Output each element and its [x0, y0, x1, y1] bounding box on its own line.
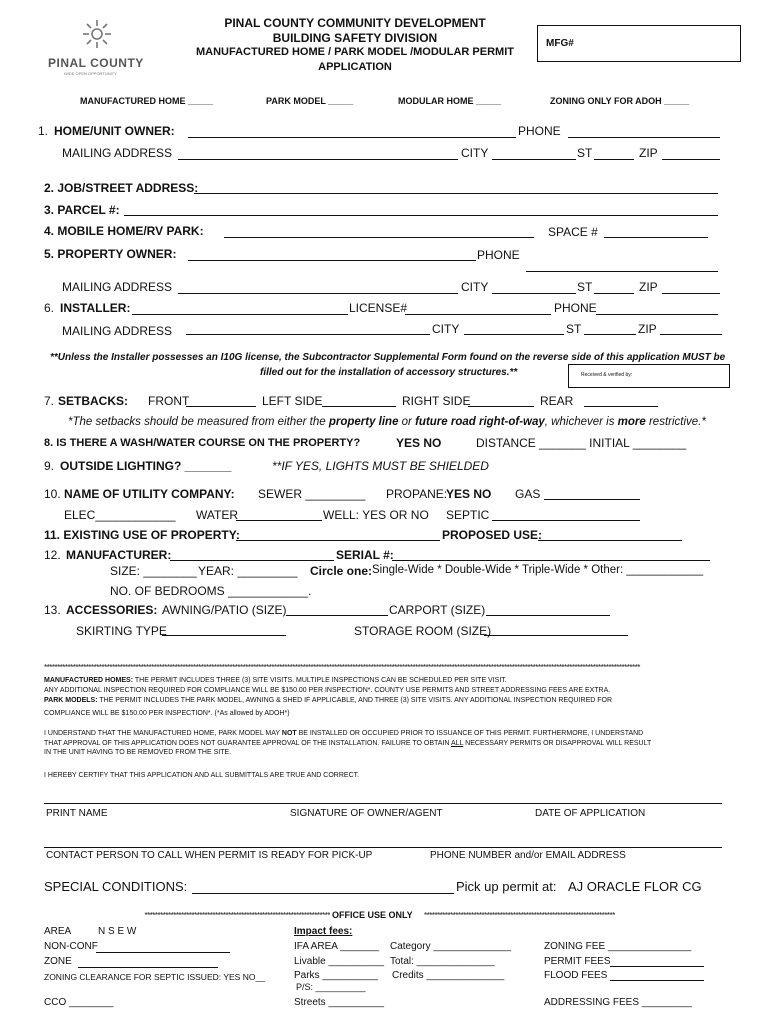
existing-use-field[interactable] [236, 540, 440, 541]
flood-fees-field[interactable] [610, 980, 704, 981]
contact-label: CONTACT PERSON TO CALL WHEN PERMIT IS READY FOR PICK-UP [46, 850, 373, 861]
special-conditions-field[interactable] [192, 893, 454, 894]
gas-field[interactable] [544, 499, 640, 500]
manufactured-homes-note: MANUFACTURED HOMES: THE PERMIT INCLUDES THREE (3) SITE VISITS. MULTIPLE INSPECTIONS CAN BE SCHEDULED PER SITE VISIT. [44, 677, 507, 684]
received-verified-box [568, 364, 730, 388]
zone-field[interactable] [78, 967, 218, 968]
office-stars-left: *********************************************************************** [144, 911, 330, 920]
option-park-model[interactable]: PARK MODEL _____ [266, 96, 354, 106]
additional-inspection-note: ANY ADDITIONAL INSPECTION REQUIRED FOR COMPLIANCE WILL BE $150.00 PER INSPECTION*. COUNTY USE PERMITS AND STREET ADDRESSING FEES ARE EXTRA. [44, 687, 611, 694]
carport-field[interactable] [486, 615, 610, 616]
sun-emblem-icon [82, 18, 112, 50]
owner-city-field[interactable] [492, 159, 576, 160]
header-line3: MANUFACTURED HOME / PARK MODEL /MODULAR PERMIT [196, 46, 514, 58]
manufacturer-field[interactable] [170, 560, 334, 561]
s5-zip-label: ZIP [639, 280, 658, 294]
license-field[interactable] [405, 314, 551, 315]
s1-number: 1. [38, 124, 49, 138]
s10-label: NAME OF UTILITY COMPANY: [64, 487, 235, 501]
office-flood-fees-label: FLOOD FEES [544, 970, 608, 981]
s6-number: 6. [44, 301, 55, 315]
print-name-label: PRINT NAME [46, 808, 108, 819]
special-conditions-label: SPECIAL CONDITIONS: [44, 879, 188, 894]
property-owner-mailing-field[interactable] [178, 293, 458, 294]
s9-note: **IF YES, LIGHTS MUST BE SHIELDED [272, 459, 489, 473]
skirting-field[interactable] [162, 635, 286, 636]
office-ps[interactable]: P/S: __________ [296, 982, 366, 992]
property-owner-field[interactable] [188, 260, 476, 261]
water-field[interactable] [236, 520, 322, 521]
owner-zip-field[interactable] [662, 159, 720, 160]
serial-field[interactable] [392, 560, 710, 561]
office-nsew[interactable]: N S E W [98, 926, 137, 937]
logo-name: PINAL COUNTY [48, 56, 144, 70]
rv-park-field[interactable] [224, 237, 534, 238]
s7-left-label: LEFT SIDE [262, 394, 323, 408]
notice-line2: filled out for the installation of accessory structures.** [260, 367, 518, 378]
office-zone-label: ZONE [44, 956, 72, 967]
setback-note: *The setbacks should be measured from either the property line or future road right-of-way, whichever is more restrictive.* [68, 416, 706, 428]
s6-zip-label: ZIP [638, 322, 657, 336]
installer-mailing-field[interactable] [186, 334, 430, 335]
property-owner-phone-field[interactable] [526, 271, 718, 272]
office-parks[interactable]: Parks __________ [294, 970, 378, 981]
s7-front-label: FRONT [148, 394, 190, 408]
impact-fees-label: Impact fees: [294, 926, 353, 937]
s13-number: 13. [44, 603, 61, 617]
installer-city-field[interactable] [464, 334, 564, 335]
right-setback-field[interactable] [468, 406, 534, 407]
s3-label: 3. PARCEL #: [44, 203, 120, 217]
mfg-label: MFG# [546, 38, 574, 49]
office-addressing-fees[interactable]: ADDRESSING FEES _________ [544, 997, 692, 1008]
understand-line3: IN THE UNIT HAVING TO BE REMOVED FROM THE SITE. [44, 749, 232, 756]
park-models-note-2: COMPLIANCE WILL BE $150.00 PER INSPECTION*. (*As allowed by ADOH*) [44, 710, 290, 717]
proposed-use-field[interactable] [538, 540, 682, 541]
date-label: DATE OF APPLICATION [535, 808, 646, 819]
understand-line1: I UNDERSTAND THAT THE MANUFACTURED HOME, PARK MODEL MAY NOT BE INSTALLED OR OCCUPIED PRIOR TO ISSUANCE OF THIS PERMIT. FURTHERMORE, I UNDERSTAND [44, 730, 644, 737]
office-livable[interactable]: Livable __________ [294, 956, 385, 967]
s10-number: 10. [44, 487, 61, 501]
s7-right-label: RIGHT SIDE [402, 394, 471, 408]
left-setback-field[interactable] [322, 406, 396, 407]
office-stars-right: ************************************************************************* [424, 911, 615, 920]
s5-label: 5. PROPERTY OWNER: [44, 247, 177, 261]
property-owner-st-field[interactable] [594, 293, 634, 294]
s13-awning-label: AWNING/PATIO (SIZE) [162, 603, 287, 617]
header-line1: PINAL COUNTY COMMUNITY DEVELOPMENT [224, 16, 486, 30]
s7-number: 7. [44, 394, 55, 408]
s12-serial-label: SERIAL #: [336, 548, 394, 562]
space-number-field[interactable] [604, 237, 708, 238]
contact-line[interactable] [44, 847, 722, 848]
mfg-number-box[interactable] [537, 25, 741, 62]
job-address-field[interactable] [194, 193, 718, 194]
s10-gas-label: GAS [515, 487, 541, 501]
s8-label: 8. IS THERE A WASH/WATER COURSE ON THE PROPERTY? [44, 437, 361, 449]
s6-phone-label: PHONE [554, 301, 597, 315]
s10-well[interactable]: WELL: YES OR NO [323, 508, 429, 522]
office-ifa-area[interactable]: IFA AREA _______ [294, 941, 380, 952]
s1-mailing-label: MAILING ADDRESS [62, 146, 173, 160]
signature-label: SIGNATURE OF OWNER/AGENT [290, 808, 443, 819]
s8-distance[interactable]: DISTANCE _______ INITIAL ________ [476, 436, 687, 450]
header-line4: APPLICATION [318, 61, 392, 73]
received-label: Received & verified by: [581, 372, 633, 378]
awning-field[interactable] [286, 615, 388, 616]
s5-st-label: ST [577, 280, 593, 294]
installer-field[interactable] [132, 314, 348, 315]
s6-license-label: LICENSE# [349, 301, 408, 315]
s6-city-label: CITY [432, 322, 460, 336]
permit-fees-field[interactable] [610, 966, 704, 967]
office-cco[interactable]: CCO ________ [44, 997, 114, 1008]
phone-email-label: PHONE NUMBER and/or EMAIL ADDRESS [430, 850, 626, 861]
office-streets[interactable]: Streets __________ [294, 997, 385, 1008]
s1-label: HOME/UNIT OWNER: [54, 124, 175, 138]
s5-phone-label: PHONE [477, 248, 520, 262]
owner-mailing-field[interactable] [178, 159, 458, 160]
owner-st-field[interactable] [594, 159, 634, 160]
s1-zip-label: ZIP [639, 146, 658, 160]
owner-phone-field[interactable] [568, 137, 720, 138]
s12-size[interactable]: SIZE: ________ [110, 564, 197, 578]
s1-st-label: ST [577, 146, 593, 160]
office-use-title: OFFICE USE ONLY [332, 910, 413, 920]
s13-storage-label: STORAGE ROOM (SIZE) [354, 624, 492, 638]
s1-phone-label: PHONE [518, 124, 561, 138]
understand-line2: THAT APPROVAL OF THIS APPLICATION DOES NOT GUARANTEE APPROVAL OF THE INSTALLATION. FAILURE TO OBTAIN ALL NECESSARY PERMITS OR DISAPPROVAL WILL RESULT [44, 740, 652, 747]
s8-yesno[interactable]: YES NO [396, 436, 442, 450]
s12-year[interactable]: YEAR: _________ [198, 564, 298, 578]
office-area-label: AREA [44, 926, 72, 937]
installer-phone-field[interactable] [596, 314, 718, 315]
s10-propane-label: PROPANE: [386, 487, 448, 501]
office-nonconf-label: NON-CONF [44, 941, 98, 952]
s12-bedrooms[interactable]: NO. OF BEDROOMS ____________. [110, 584, 312, 598]
s6-label: INSTALLER: [60, 301, 131, 315]
certify-text: I HEREBY CERTIFY THAT THIS APPLICATION AND ALL SUBMITTALS ARE TRUE AND CORRECT. [44, 772, 360, 779]
s9-number: 9. [44, 459, 55, 473]
pickup-locations[interactable]: AJ ORACLE FLOR CG [568, 879, 702, 894]
s10-sewer[interactable]: SEWER _________ [258, 487, 366, 501]
s5-city-label: CITY [461, 280, 489, 294]
s12-number: 12. [44, 548, 61, 562]
s10-septic-label: SEPTIC [446, 508, 490, 522]
s6-st-label: ST [566, 322, 582, 336]
pickup-label: Pick up permit at: [456, 879, 557, 894]
park-models-note: PARK MODELS: THE PERMIT INCLUDES THE PARK MODEL, AWNING & SHED IF APPLICABLE, AND THREE (3) SITE VISITS. ANY ADDITIONAL INSPECTION REQUIRED FOR [44, 697, 613, 704]
s11-label: 11. EXISTING USE OF PROPERTY: [44, 528, 240, 542]
s4-label: 4. MOBILE HOME/RV PARK: [44, 224, 204, 238]
option-modular-home[interactable]: MODULAR HOME _____ [398, 96, 502, 106]
nonconf-field[interactable] [96, 952, 230, 953]
property-owner-zip-field[interactable] [662, 293, 720, 294]
s2-label: 2. JOB/STREET ADDRESS: [44, 181, 199, 195]
parcel-field[interactable] [124, 215, 718, 216]
s9-label[interactable]: OUTSIDE LIGHTING? _______ [60, 459, 232, 473]
office-zoning-clearance[interactable]: ZONING CLEARANCE FOR SEPTIC ISSUED: YES NO__ [44, 972, 265, 982]
option-zoning-only[interactable]: ZONING ONLY FOR ADOH _____ [550, 96, 690, 106]
logo-tagline: WIDE OPEN OPPORTUNITY [64, 71, 117, 76]
s13-label: ACCESSORIES: [66, 603, 158, 617]
office-permit-fees-label: PERMIT FEES [544, 956, 611, 967]
signature-line[interactable] [44, 803, 722, 804]
owner-name-field[interactable] [188, 137, 516, 138]
s12-circle-options[interactable]: Single-Wide * Double-Wide * Triple-Wide * Other: ____________ [372, 564, 704, 576]
rear-setback-field[interactable] [584, 406, 658, 407]
s11-proposed-label: PROPOSED USE: [442, 528, 543, 542]
s4-space-label: SPACE # [548, 225, 598, 239]
front-setback-field[interactable] [186, 406, 256, 407]
office-credits[interactable]: Credits ______________ [392, 970, 505, 981]
s13-carport-label: CARPORT (SIZE) [389, 603, 486, 617]
header-line2: BUILDING SAFETY DIVISION [272, 31, 438, 45]
septic-field[interactable] [492, 520, 640, 521]
installer-zip-field[interactable] [660, 334, 722, 335]
s1-city-label: CITY [461, 146, 489, 160]
office-total[interactable]: Total: ______________ [390, 956, 495, 967]
s13-skirting-label: SKIRTING TYPE [76, 624, 167, 638]
s12-label: MANUFACTURER: [66, 548, 172, 562]
s7-rear-label: REAR [540, 394, 574, 408]
s12-circle-label: Circle one: [310, 564, 373, 578]
option-manufactured-home[interactable]: MANUFACTURED HOME _____ [80, 96, 214, 106]
s10-propane-yesno[interactable]: YES NO [446, 487, 492, 501]
s5-mailing-label: MAILING ADDRESS [62, 280, 173, 294]
installer-st-field[interactable] [584, 334, 636, 335]
s10-water-label: WATER [196, 508, 238, 522]
s10-elec[interactable]: ELEC____________ [64, 508, 176, 522]
storage-field[interactable] [484, 635, 628, 636]
s7-label: SETBACKS: [58, 394, 129, 408]
s6-mailing-label: MAILING ADDRESS [62, 324, 173, 338]
notice-line1: **Unless the Installer possesses an I10G license, the Subcontractor Supplemental Form found on the reverse side of this application MUST be [50, 352, 726, 363]
office-zoning-fee[interactable]: ZONING FEE _______________ [544, 941, 692, 952]
property-owner-city-field[interactable] [492, 293, 576, 294]
separator-stars: ************************************************************************************************************************************************************************************************************************************ [44, 663, 640, 672]
office-category[interactable]: Category ______________ [390, 941, 512, 952]
